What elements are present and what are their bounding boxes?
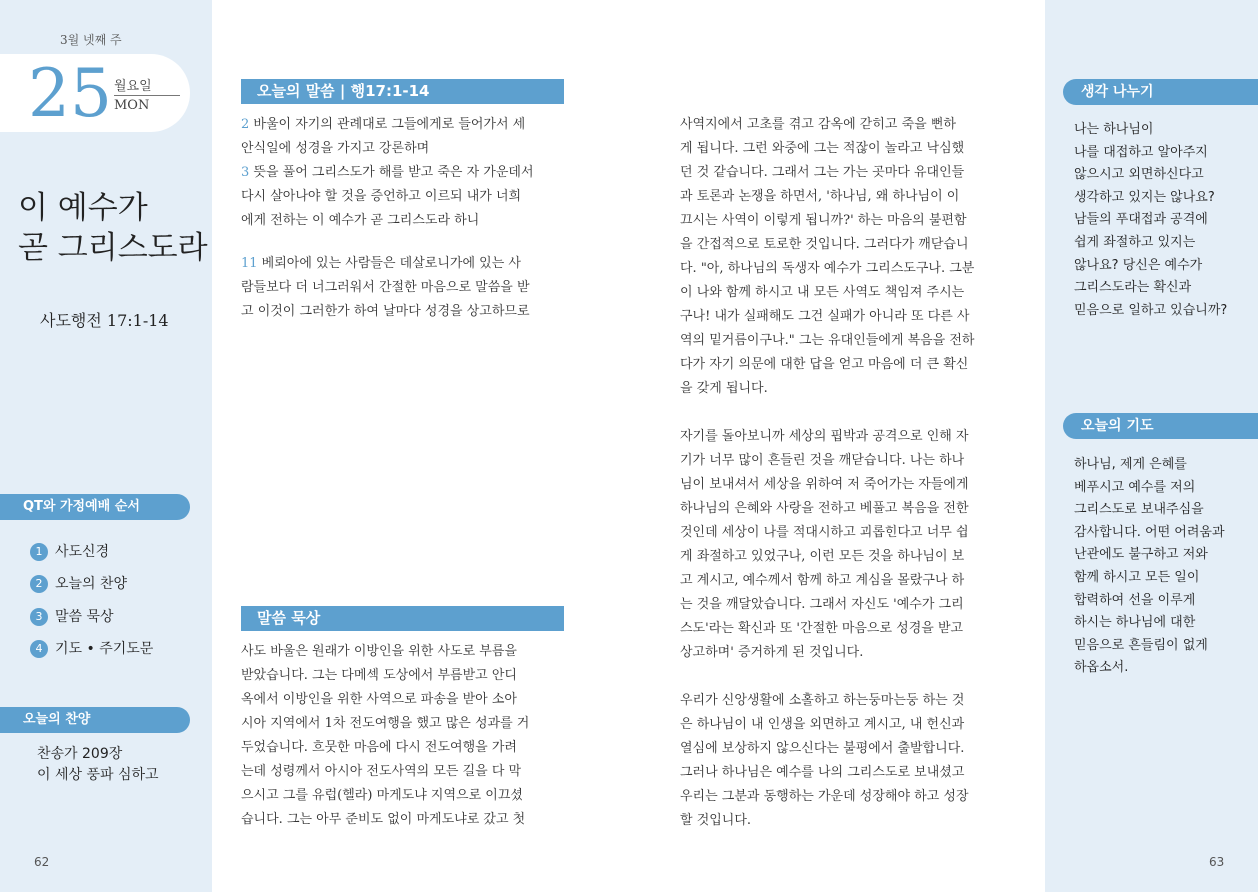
text-line: 시아 지역에서 1차 전도여행을 했고 많은 성과를 거 — [241, 716, 530, 731]
text-line: 자기를 돌아보니까 세상의 핍박과 공격으로 인해 자 — [680, 429, 969, 444]
text-line: 합력하여 선을 이루게 — [1074, 592, 1196, 608]
sharing-text — [1074, 119, 1227, 322]
page-number-left: 62 — [34, 855, 50, 869]
text-line: 난관에도 불구하고 저와 — [1074, 547, 1208, 563]
text-line: 하나님, 제게 은혜를 — [1074, 457, 1187, 472]
text-line: 하옵소서. — [1074, 660, 1129, 676]
text-line: 그러나 하나님은 예수를 나의 그리스도로 보내셨고 — [680, 765, 965, 780]
day-divider — [114, 95, 180, 96]
title-line-2: 곧 그리스도라 — [18, 230, 208, 266]
day-number: 25 — [28, 55, 112, 132]
text-line: 기가 너무 많이 흔들린 것을 깨닫습니다. 나는 하나 — [680, 453, 965, 468]
sharing-heading: 생각 나누기 — [1063, 79, 1258, 105]
todays-word-heading: 오늘의 말씀 | 행17:1-14 — [241, 79, 564, 104]
todays-word-text-2 — [241, 252, 530, 324]
order-number-badge: 1 — [30, 543, 48, 561]
meditation-col2-para3 — [680, 689, 969, 833]
verse-number: 2 — [241, 117, 250, 132]
verse-line: 에게 전하는 이 예수가 곧 그리스도라 하니 — [241, 213, 480, 228]
page-title — [18, 188, 208, 268]
scripture-reference: 사도행전 17:1-14 — [40, 311, 169, 330]
text-line: 을 갖게 됩니다. — [680, 381, 768, 396]
text-line: 받았습니다. 그는 다메섹 도상에서 부름받고 안디 — [241, 668, 517, 683]
text-line: 던 것 같습니다. 그래서 그는 가는 곳마다 유대인들 — [680, 165, 965, 180]
text-line: 구나! 내가 실패해도 그건 실패가 아니라 또 다른 사 — [680, 309, 970, 324]
text-line: 으시고 그를 유럽(헬라) 마게도냐 지역으로 이끄셨 — [241, 788, 523, 803]
text-line: 나를 대접하고 알아주지 — [1074, 144, 1208, 160]
text-line: 우리는 그분과 동행하는 가운데 성장해야 하고 성장 — [680, 789, 969, 804]
verse-line: 고 이것이 그러한가 하여 날마다 성경을 상고하므로 — [241, 304, 530, 319]
hymn-number: 찬송가 209장 — [37, 746, 123, 762]
text-line: 역의 밑거름이구나." 그는 유대인들에게 복음을 전하 — [680, 333, 975, 348]
text-line: 나는 하나님이 — [1074, 122, 1154, 137]
order-item — [30, 574, 127, 594]
order-item — [30, 607, 114, 627]
day-of-week-korean: 월요일 — [114, 79, 152, 94]
text-line: 과 토론과 논쟁을 하면서, '하나님, 왜 하나님이 이 — [680, 189, 960, 204]
text-line: 다가 자기 의문에 대한 답을 얻고 마음에 더 큰 확신 — [680, 357, 969, 372]
text-line: 쉽게 좌절하고 있지는 — [1074, 234, 1196, 250]
text-line: 생각하고 있지는 않나요? — [1074, 189, 1215, 205]
todays-word-text — [241, 113, 534, 233]
verse-line: 다시 살아나야 할 것을 증언하고 이르되 내가 너희 — [241, 189, 522, 204]
text-line: 하시는 하나님에 대한 — [1074, 615, 1196, 631]
text-line: 않나요? 당신은 예수가 — [1074, 257, 1203, 273]
week-label: 3월 넷째 주 — [60, 33, 122, 47]
text-line: 감사합니다. 어떤 어려움과 — [1074, 524, 1225, 540]
order-number-badge: 2 — [30, 575, 48, 593]
order-item-label: 말씀 묵상 — [55, 609, 114, 625]
text-line: 은 하나님이 내 인생을 외면하고 계시고, 내 헌신과 — [680, 717, 965, 732]
meditation-col2-para2 — [680, 425, 969, 665]
hymn-title: 이 세상 풍파 심하고 — [37, 767, 159, 783]
verse-number: 11 — [241, 256, 258, 271]
text-line: 스도'라는 확신과 또 '간절한 마음으로 성경을 받고 — [680, 621, 964, 636]
text-line: 베푸시고 예수를 저의 — [1074, 479, 1196, 495]
text-line: 하나님의 은혜와 사랑을 전하고 베풀고 복음을 전한 — [680, 501, 969, 516]
text-line: 습니다. 그는 아무 준비도 없이 마게도냐로 갔고 첫 — [241, 812, 526, 827]
text-line: 게 됩니다. 그런 와중에 그는 적잖이 놀라고 낙심했 — [680, 141, 965, 156]
meditation-col1 — [241, 640, 529, 832]
text-line: 할 것입니다. — [680, 813, 752, 828]
text-line: 않으시고 외면하신다고 — [1074, 167, 1204, 183]
text-line: 상고하며' 증거하게 된 것입니다. — [680, 645, 864, 660]
order-item — [30, 639, 153, 659]
text-line: 끄시는 사역이 이렇게 됩니까?' 하는 마음의 불편함 — [680, 213, 967, 228]
verse-line: 2 바울이 자기의 관례대로 그들에게로 들어가서 세 — [241, 117, 526, 132]
text-line: 것인데 세상이 나를 적대시하고 괴롭힌다고 너무 쉽 — [680, 525, 969, 540]
text-line: 는데 성령께서 아시아 전도사역의 모든 길을 다 막 — [241, 764, 522, 779]
text-line: 다. "아, 하나님의 독생자 예수가 그리스도구나. 그분 — [680, 261, 975, 276]
title-line-1: 이 예수가 — [18, 190, 148, 226]
text-line: 두었습니다. 흐뭇한 마음에 다시 전도여행을 가려 — [241, 740, 517, 755]
text-line: 우리가 신앙생활에 소홀하고 하는둥마는둥 하는 것 — [680, 693, 965, 708]
text-line: 사도 바울은 원래가 이방인을 위한 사도로 부름을 — [241, 644, 517, 659]
text-line: 을 간접적으로 토로한 것입니다. 그러다가 깨닫습니 — [680, 237, 969, 252]
meditation-col2-para1 — [680, 113, 975, 401]
order-number-badge: 4 — [30, 640, 48, 658]
order-item-label: 사도신경 — [55, 544, 110, 560]
order-item-label: 오늘의 찬양 — [55, 576, 128, 592]
verse-line: 안식일에 성경을 가지고 강론하며 — [241, 141, 430, 156]
verse-line: 람들보다 더 너그러워서 간절한 마음으로 말씀을 받 — [241, 280, 530, 295]
text-line: 사역지에서 고초를 겪고 감옥에 갇히고 죽을 뻔하 — [680, 117, 956, 132]
verse-number: 3 — [241, 165, 250, 180]
text-line: 남들의 푸대접과 공격에 — [1074, 212, 1208, 228]
text-line: 믿음으로 흔들림이 없게 — [1074, 637, 1208, 653]
verse-line: 3 뜻을 풀어 그리스도가 해를 받고 죽은 자 가운데서 — [241, 165, 534, 180]
text-line: 옥에서 이방인을 위한 사역으로 파송을 받아 소아 — [241, 692, 517, 707]
prayer-heading: 오늘의 기도 — [1063, 413, 1258, 439]
text-line: 고 계시고, 예수께서 함께 하고 계심을 몰랐구나 하 — [680, 573, 965, 588]
text-line: 님이 보내셔서 세상을 위하여 저 죽어가는 자들에게 — [680, 477, 969, 492]
page-number-right: 63 — [1209, 855, 1225, 869]
text-line: 믿음으로 일하고 있습니까? — [1074, 302, 1228, 318]
verse-line: 11 베뢰아에 있는 사람들은 데살로니가에 있는 사 — [241, 256, 521, 271]
text-line: 그리스도로 보내주심을 — [1074, 502, 1204, 518]
text-line: 게 좌절하고 있었구나, 이런 모든 것을 하나님이 보 — [680, 549, 965, 564]
order-number-badge: 3 — [30, 608, 48, 626]
order-item-label: 기도 • 주기도문 — [55, 641, 154, 657]
text-line: 그리스도라는 확신과 — [1074, 280, 1192, 296]
order-item — [30, 542, 109, 562]
text-line: 함께 하시고 모든 일이 — [1074, 569, 1200, 585]
day-of-week-english: MON — [114, 98, 150, 113]
prayer-text — [1074, 454, 1225, 680]
text-line: 열심에 보상하지 않으신다는 불평에서 출발합니다. — [680, 741, 965, 756]
text-line: 이 나와 함께 하시고 내 모든 사역도 책임져 주시는 — [680, 285, 965, 300]
text-line: 는 것을 깨달았습니다. 그래서 자신도 '예수가 그리 — [680, 597, 964, 612]
hymn-heading: 오늘의 찬양 — [0, 707, 190, 733]
hymn-info — [37, 744, 159, 786]
qt-order-heading: QT와 가정예배 순서 — [0, 494, 190, 520]
meditation-heading: 말씀 묵상 — [241, 606, 564, 631]
